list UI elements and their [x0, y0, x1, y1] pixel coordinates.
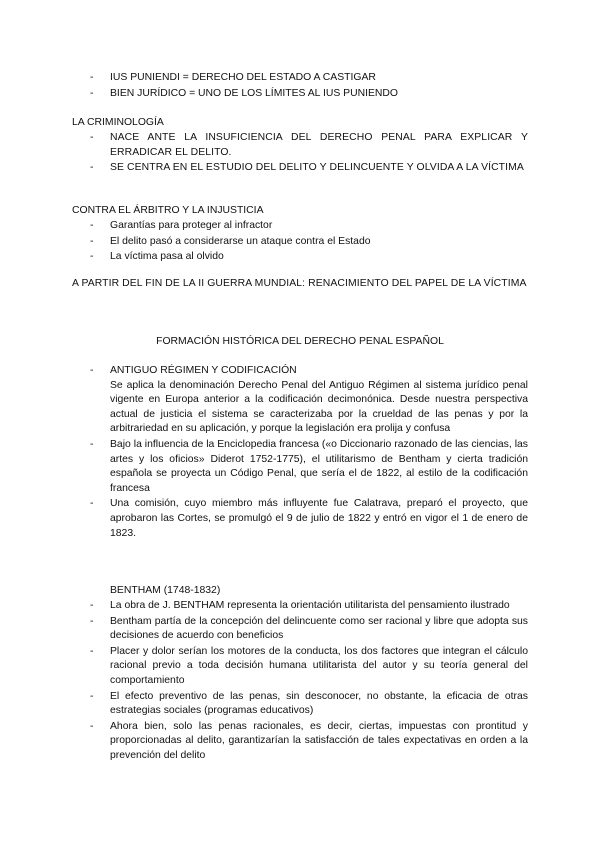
list-item	[72, 250, 528, 265]
item-text: La víctima pasa al olvido	[110, 251, 224, 263]
item-text: Bajo la influencia de la Enciclopedia francesa («o Diccionario razonado de las ciencias, las artes y los oficios» Diderot 1752-1775), el utilitarismo de Bentham y cierta tradición española se proyecta un Código Penal, que sería el de 1822, al estilo de la codificación francesa	[110, 438, 528, 494]
bullet-dash: -	[90, 87, 94, 99]
bullet-dash: -	[90, 600, 94, 611]
item-text: BIEN JURÍDICO = UNO DE LOS LÍMITES AL IUS PUNIENDO	[110, 87, 399, 99]
list-item	[72, 438, 528, 496]
list-item	[72, 615, 528, 644]
item-text: NACE ANTE LA INSUFICIENCIA DEL DERECHO PENAL PARA EXPLICAR Y ERRADICAR EL DELITO.	[110, 132, 528, 158]
bullet-dash: -	[90, 690, 94, 702]
list-item	[72, 219, 528, 234]
item-text: El delito pasó a considerarse un ataque contra el Estado	[110, 235, 371, 247]
list-item	[72, 497, 528, 541]
list-item	[72, 131, 528, 160]
list-item	[72, 87, 528, 102]
item-text: Ahora bien, solo las penas racionales, es decir, ciertas, impuestas con prontitud y proporcionadas al delito, garantizarían la satisfacción de tales expectativas en orden a la prevención del delito	[110, 720, 528, 761]
item-text: El efecto preventivo de las penas, sin desconocer, no obstante, la eficacia de otras estrategias sociales (programas educativos)	[110, 690, 528, 717]
item-text: Placer y dolor serían los motores de la conducta, los dos factores que integran el cálculo racional previo a toda decisión humana utilitarista del autor y su teoría general del comportamiento	[110, 645, 528, 686]
list-item	[72, 720, 528, 764]
list-item	[72, 690, 528, 719]
list-item	[72, 364, 528, 437]
bullet-dash: -	[90, 365, 94, 376]
item-text: Bentham partía de la concepción del delincuente como ser racional y libre que adopta sus decisiones de acuerdo con beneficios	[110, 615, 528, 642]
intro-list	[72, 71, 528, 102]
item-text: La obra de J. BENTHAM representa la orientación utilitarista del pensamiento ilustrado	[110, 600, 510, 611]
bullet-dash: -	[90, 438, 94, 450]
postwar-paragraph: A PARTIR DEL FIN DE LA II GUERRA MUNDIAL: RENACIMIENTO DEL PAPEL DE LA VÍCTIMA	[72, 278, 527, 289]
bullet-dash: -	[90, 645, 94, 657]
bullet-dash: -	[90, 720, 94, 732]
item-text: IUS PUNIENDI = DERECHO DEL ESTADO A CASTIGAR	[110, 72, 376, 83]
bullet-dash: -	[90, 235, 94, 247]
bullet-dash: -	[90, 72, 94, 83]
bullet-dash: -	[90, 498, 94, 510]
formacion-list	[72, 364, 528, 542]
bullet-dash: -	[90, 615, 94, 627]
bullet-dash: -	[90, 132, 94, 143]
list-item	[72, 599, 528, 614]
formacion-title: FORMACIÓN HISTÓRICA DEL DERECHO PENAL ESPAÑOL	[156, 336, 444, 347]
criminologia-heading: LA CRIMINOLOGÍA	[72, 117, 164, 128]
item-text: SE CENTRA EN EL ESTUDIO DEL DELITO Y DELINCUENTE Y OLVIDA A LA VÍCTIMA	[110, 162, 524, 174]
bullet-dash: -	[90, 162, 94, 174]
bentham-list	[72, 599, 528, 765]
list-item	[72, 71, 528, 86]
arbitrio-heading: CONTRA EL ÁRBITRO Y LA INJUSTICIA	[72, 205, 264, 216]
bullet-dash: -	[90, 220, 94, 231]
antiguo-regimen-heading: ANTIGUO RÉGIMEN Y CODIFICACIÓN	[110, 365, 297, 376]
list-item	[72, 645, 528, 689]
bentham-heading: BENTHAM (1748-1832)	[110, 585, 221, 596]
item-text: Garantías para proteger al infractor	[110, 220, 273, 231]
list-item	[72, 235, 528, 250]
list-item	[72, 161, 528, 176]
antiguo-regimen-text: Se aplica la denominación Derecho Penal del Antiguo Régimen al sistema jurídico penal vigente en Europa anterior a la codificación decimonónica. Desde nuestra perspectiva actual de justicia el sistema se caracterizaba por la crueldad de las penas y por la arbitrariedad en su aplicación, y porque la legislación era prolija y confusa	[110, 379, 528, 435]
item-text: Una comisión, cuyo miembro más influyente fue Calatrava, preparó el proyecto, que aprobaron las Cortes, se promulgó el 9 de julio de 1822 y entró en vigor el 1 de enero de 1823.	[110, 498, 528, 539]
arbitrio-list	[72, 219, 528, 266]
criminologia-list	[72, 131, 528, 177]
bullet-dash: -	[90, 251, 94, 263]
